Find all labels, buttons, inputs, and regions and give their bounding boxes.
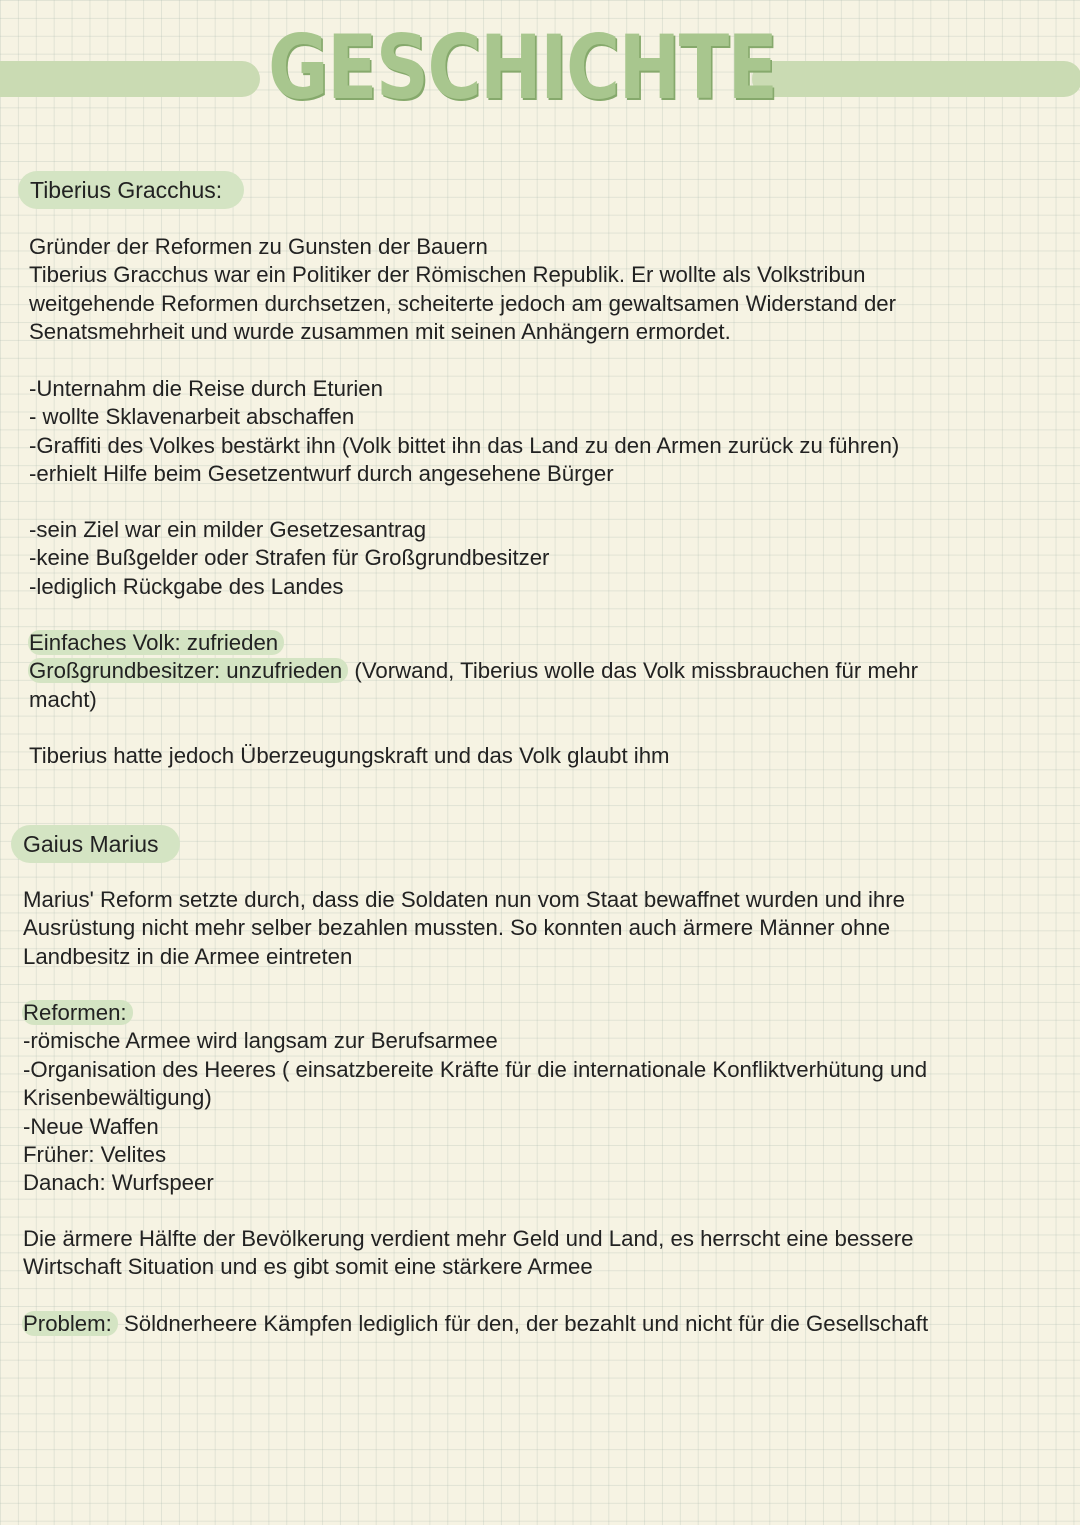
text-line: weitgehende Reformen durchsetzen, scheiterte jedoch am gewaltsamen Widerstand der: [29, 290, 897, 316]
text-line: Tiberius Gracchus war ein Politiker der Römischen Republik. Er wollte als Volkstribun: [29, 262, 866, 288]
reaction-volk-highlight: Einfaches Volk: zufrieden: [28, 630, 284, 655]
list-item: -keine Bußgelder oder Strafen für Großgrundbesitzer: [29, 545, 550, 571]
text-line: Gründer der Reformen zu Gunsten der Bauern: [29, 234, 488, 259]
reforms-label-highlight: Reformen:: [22, 1000, 133, 1025]
list-item: -Graffiti des Volkes bestärkt ihn (Volk bittet ihn das Land zu den Armen zurück zu führen): [29, 432, 900, 458]
marius-reforms: [23, 999, 1053, 1198]
reaction-gross-line: [29, 657, 1049, 685]
heading-gaius-marius: Gaius Marius: [11, 825, 180, 863]
tiberius-list-actions: [29, 375, 1049, 489]
tiberius-list-goals: [29, 516, 1049, 601]
list-item: -Organisation des Heeres ( einsatzbereite Kräfte für die internationale Konfliktverhütung und: [23, 1056, 928, 1082]
text-line: Senatsmehrheit und wurde zusammen mit seinen Anhängern ermordet.: [29, 319, 731, 345]
list-item: Krisenbewältigung): [23, 1085, 212, 1111]
list-item: Früher: Velites: [23, 1142, 167, 1168]
tiberius-reactions: [29, 629, 1049, 714]
reaction-gross-text: (Vorwand, Tiberius wolle das Volk missbrauchen für mehr: [348, 658, 918, 684]
problem-line: [23, 1310, 1053, 1338]
text-line: Ausrüstung nicht mehr selber bezahlen mussten. So konnten auch ärmere Männer ohne: [23, 915, 891, 941]
problem-label-highlight: Problem:: [22, 1311, 118, 1336]
list-item: -Neue Waffen: [23, 1113, 159, 1139]
text-line: Wirtschaft Situation und es gibt somit eine stärkere Armee: [23, 1254, 593, 1280]
problem-text: Söldnerheere Kämpfen lediglich für den, der bezahlt und nicht für die Gesellschaft: [117, 1311, 929, 1336]
heading-tiberius-gracchus: Tiberius Gracchus:: [18, 171, 244, 209]
text-line: Marius' Reform setzte durch, dass die Soldaten nun vom Staat bewaffnet wurden und ihre: [23, 887, 905, 912]
title-stripe-left: [0, 61, 260, 97]
tiberius-intro: [29, 233, 1049, 347]
list-item: -Unternahm die Reise durch Eturien: [29, 376, 383, 401]
title-stripe-right: [752, 61, 1080, 97]
list-item: -erhielt Hilfe beim Gesetzentwurf durch angesehene Bürger: [29, 461, 614, 487]
list-item: - wollte Sklavenarbeit abschaffen: [29, 404, 355, 430]
marius-result: [23, 1225, 1053, 1282]
page-title: GESCHICHTE: [268, 16, 777, 119]
list-item: -sein Ziel war ein milder Gesetzesantrag: [29, 517, 427, 542]
reaction-gross-text-continued: macht): [29, 686, 97, 712]
list-item: -lediglich Rückgabe des Landes: [29, 573, 344, 599]
marius-intro: [23, 886, 1053, 971]
list-item: -römische Armee wird langsam zur Berufsarmee: [23, 1028, 498, 1054]
reforms-label-line: [23, 999, 1053, 1027]
list-item: Danach: Wurfspeer: [23, 1170, 214, 1196]
tiberius-conclusion: [29, 742, 1049, 770]
marius-problem: [23, 1310, 1053, 1338]
text-line: Die ärmere Hälfte der Bevölkerung verdient mehr Geld und Land, es herrscht eine bessere: [23, 1226, 914, 1251]
text-line: Tiberius hatte jedoch Überzeugungskraft und das Volk glaubt ihm: [29, 743, 670, 768]
text-line: Landbesitz in die Armee eintreten: [23, 943, 353, 969]
reaction-volk-line: [29, 629, 1049, 657]
reaction-gross-highlight: Großgrundbesitzer: unzufrieden: [28, 658, 348, 683]
